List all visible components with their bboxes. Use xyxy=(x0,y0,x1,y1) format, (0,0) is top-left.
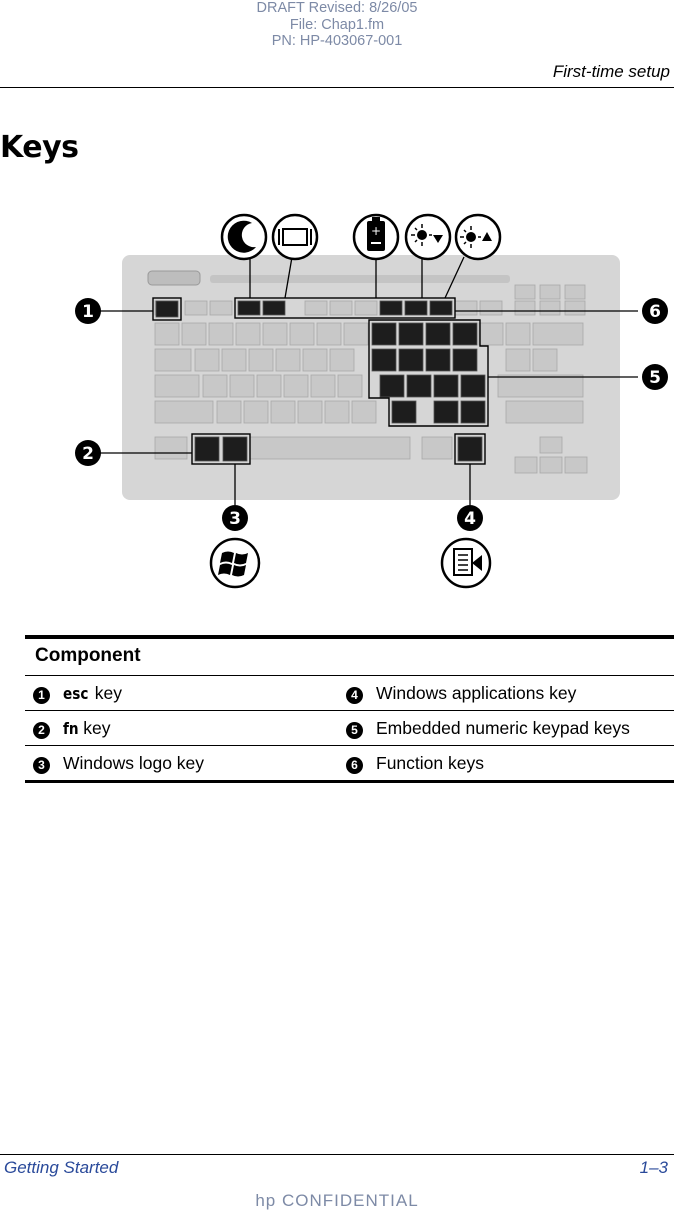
key-name: esc xyxy=(63,683,89,703)
svg-text:6: 6 xyxy=(649,302,661,322)
svg-text:3: 3 xyxy=(229,509,241,529)
function-icons xyxy=(222,215,500,259)
shift-row xyxy=(155,401,583,423)
key-description: Embedded numeric keypad keys xyxy=(376,711,674,746)
component-table xyxy=(25,635,674,783)
footer-rule xyxy=(0,1154,674,1155)
key-description: Function keys xyxy=(376,746,674,782)
callout-number: 6 xyxy=(346,757,363,774)
display-switch-icon xyxy=(273,215,317,259)
windows-logo-key-highlight xyxy=(223,437,247,461)
draft-file: File: Chap1.fm xyxy=(289,16,385,33)
draft-revised: DRAFT Revised: 8/26/05 xyxy=(256,0,418,16)
callout-2 xyxy=(75,440,101,466)
key-description: Windows applications key xyxy=(376,676,674,711)
top-strip xyxy=(210,275,510,283)
footer-page-number: 1–3 xyxy=(639,1158,668,1177)
function-key-f8 xyxy=(380,301,402,315)
callout-number: 5 xyxy=(346,722,363,739)
sleep-moon-icon xyxy=(222,215,266,259)
svg-text:4: 4 xyxy=(464,509,476,529)
running-head: First-time setup xyxy=(552,62,670,81)
header-rule xyxy=(0,87,674,88)
callout-6 xyxy=(642,298,668,324)
draft-stamp xyxy=(0,0,674,50)
callout-number: 3 xyxy=(33,757,50,774)
callout-3 xyxy=(222,505,248,531)
power-button xyxy=(148,271,200,285)
callout-number: 2 xyxy=(33,722,50,739)
callout-number: 1 xyxy=(33,687,50,704)
component-column-header: Component xyxy=(25,637,674,676)
callout-5 xyxy=(642,364,668,390)
svg-text:2: 2 xyxy=(82,444,94,464)
section-title: Keys xyxy=(0,130,79,165)
bottom-icons xyxy=(211,539,490,587)
function-key-f4 xyxy=(263,301,285,315)
footer-book-title: Getting Started xyxy=(4,1158,119,1177)
table-row xyxy=(25,676,674,711)
svg-text:+: + xyxy=(370,224,382,238)
key-description: Windows logo key xyxy=(63,752,205,773)
callout-4 xyxy=(457,505,483,531)
applications-key-icon xyxy=(442,539,490,587)
brightness-up-icon xyxy=(456,215,500,259)
table-row xyxy=(25,711,674,746)
table-row xyxy=(25,746,674,782)
key-description: key xyxy=(89,682,122,703)
function-key-f3 xyxy=(238,301,260,315)
draft-part-number: PN: HP-403067-001 xyxy=(271,33,403,49)
fn-key-highlight xyxy=(195,437,219,461)
function-key-f10 xyxy=(430,301,452,315)
callout-number: 4 xyxy=(346,687,363,704)
callout-1 xyxy=(75,298,101,324)
windows-applications-key-highlight xyxy=(458,437,482,461)
svg-text:1: 1 xyxy=(82,302,94,322)
key-description: key xyxy=(78,717,111,738)
battery-icon xyxy=(354,215,398,259)
esc-key-highlight xyxy=(156,301,178,317)
windows-logo-icon xyxy=(211,539,259,587)
function-key-f9 xyxy=(405,301,427,315)
keyboard-illustration xyxy=(60,205,674,605)
table-header-row xyxy=(25,637,674,676)
key-name: fn xyxy=(63,718,79,738)
confidential-stamp: hp CONFIDENTIAL xyxy=(255,1191,419,1210)
svg-text:5: 5 xyxy=(649,368,661,388)
brightness-down-icon xyxy=(406,215,450,259)
